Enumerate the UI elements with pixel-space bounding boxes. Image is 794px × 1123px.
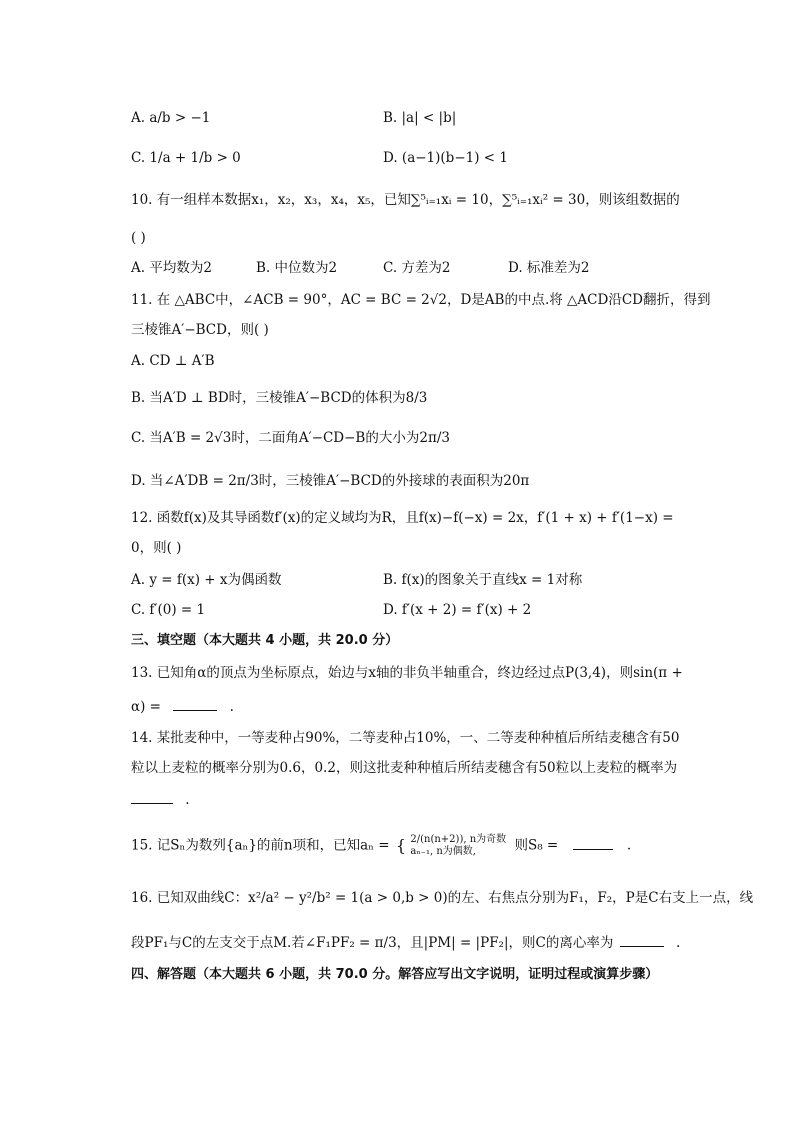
section-4-heading: 四、解答题（本大题共 6 小题，共 70.0 分。解答应写出文字说明，证明过程或演算步骤） [131,967,659,982]
section-3-heading: 三、填空题（本大题共 4 小题，共 20.0 分） [131,633,399,648]
q11-option-c: C. 当A′B = 2√3时，二面角A′−CD−B的大小为2π/3 [131,430,450,446]
q15-case-even: aₙ₋₁, n为偶数, [410,846,476,857]
q12-option-d: D. f′(x + 2) = f′(x) + 2 [383,602,532,618]
q12-option-b: B. f(x)的图象关于直线x = 1对称 [383,572,583,588]
q15-text-mid: 则S₈ = [514,837,559,854]
q14-answer-blank[interactable] [131,789,173,804]
q10-option-c: C. 方差为2 [383,260,451,276]
q16-answer-blank[interactable] [620,932,664,947]
q15-piecewise [410,834,506,858]
q12-stem-line2: 0，则( ) [131,540,182,556]
q10-option-b: B. 中位数为2 [256,260,338,276]
q13-line2 [131,696,234,717]
q13-line2-text: α) = [131,699,161,715]
q9-option-a: A. a/b > −1 [131,110,211,126]
q16-line2-text: 段PF₁与C的左支交于点M.若∠F₁PF₂ = π/3，且|PM| = |PF₂|，则C的离心率为 [131,935,614,951]
q10-option-a: A. 平均数为2 [131,260,212,276]
q15-text-pre: 15. 记Sₙ为数列{aₙ}的前n项和，已知aₙ = [131,837,390,854]
q14-line3 [131,789,190,810]
q14-line2: 粒以上麦粒的概率分别为0.6，0.2，则这批麦种种植后所结麦穗含有50粒以上麦粒的概率为 [131,760,678,776]
q15-case-odd: 2/(n(n+2)), n为奇数 [410,834,507,845]
q9-option-b: B. |a| < |b| [383,110,457,126]
q11-option-b: B. 当A′D ⊥ BD时，三棱锥A′−BCD的体积为8/3 [131,390,428,406]
q16-line2 [131,932,680,953]
q12-option-a: A. y = f(x) + x为偶函数 [131,572,282,588]
q9-option-d: D. (a−1)(b−1) < 1 [383,150,508,166]
q13-answer-blank[interactable] [173,696,217,711]
q15-brace: { [395,836,407,855]
q10-stem-line2: ( ) [131,230,146,246]
q16-line1: 16. 已知双曲线C：x²/a² − y²/b² = 1(a > 0,b > 0)的左、右焦点分别为F₁，F₂，P是C右支上一点，线 [131,890,754,906]
q12-option-c: C. f′(0) = 1 [131,602,206,618]
q11-stem-line2: 三棱锥A′−BCD，则( ) [131,322,269,338]
q14-line3-end: . [185,792,190,808]
q13-line1: 13. 已知角α的顶点为坐标原点，始边与x轴的非负半轴重合，终边经过点P(3,4)，则sin(π + [131,665,683,681]
q11-option-d: D. 当∠A′DB = 2π/3时，三棱锥A′−BCD的外接球的表面积为20π [131,473,530,489]
q10-stem-line1: 10. 有一组样本数据x₁，x₂，x₃，x₄，x₅，已知∑⁵ᵢ₌₁xᵢ = 10，∑⁵ᵢ₌₁xᵢ² = 30，则该组数据的 [131,192,680,208]
q11-stem-line1: 11. 在 △ABC中，∠ACB = 90°，AC = BC = 2√2，D是AB的中点.将 △ACD沿CD翻折，得到 [131,292,711,308]
q9-option-c: C. 1/a + 1/b > 0 [131,150,241,166]
q12-stem-line1: 12. 函数f(x)及其导函数f′(x)的定义域均为R，且f(x)−f(−x) = 2x，f′(1 + x) + f′(1−x) = [131,510,674,526]
q11-option-a: A. CD ⊥ A′B [131,353,215,369]
q13-line2-end: . [229,699,234,715]
q10-option-d: D. 标准差为2 [508,260,590,276]
q14-line1: 14. 某批麦种中，一等麦种占90%，二等麦种占10%，一、二等麦种种植后所结麦穗含有50 [131,730,680,746]
q15-line [131,834,631,858]
q15-text-end: . [626,837,632,854]
q15-answer-blank[interactable] [573,835,613,850]
q16-line2-end: . [675,935,681,951]
